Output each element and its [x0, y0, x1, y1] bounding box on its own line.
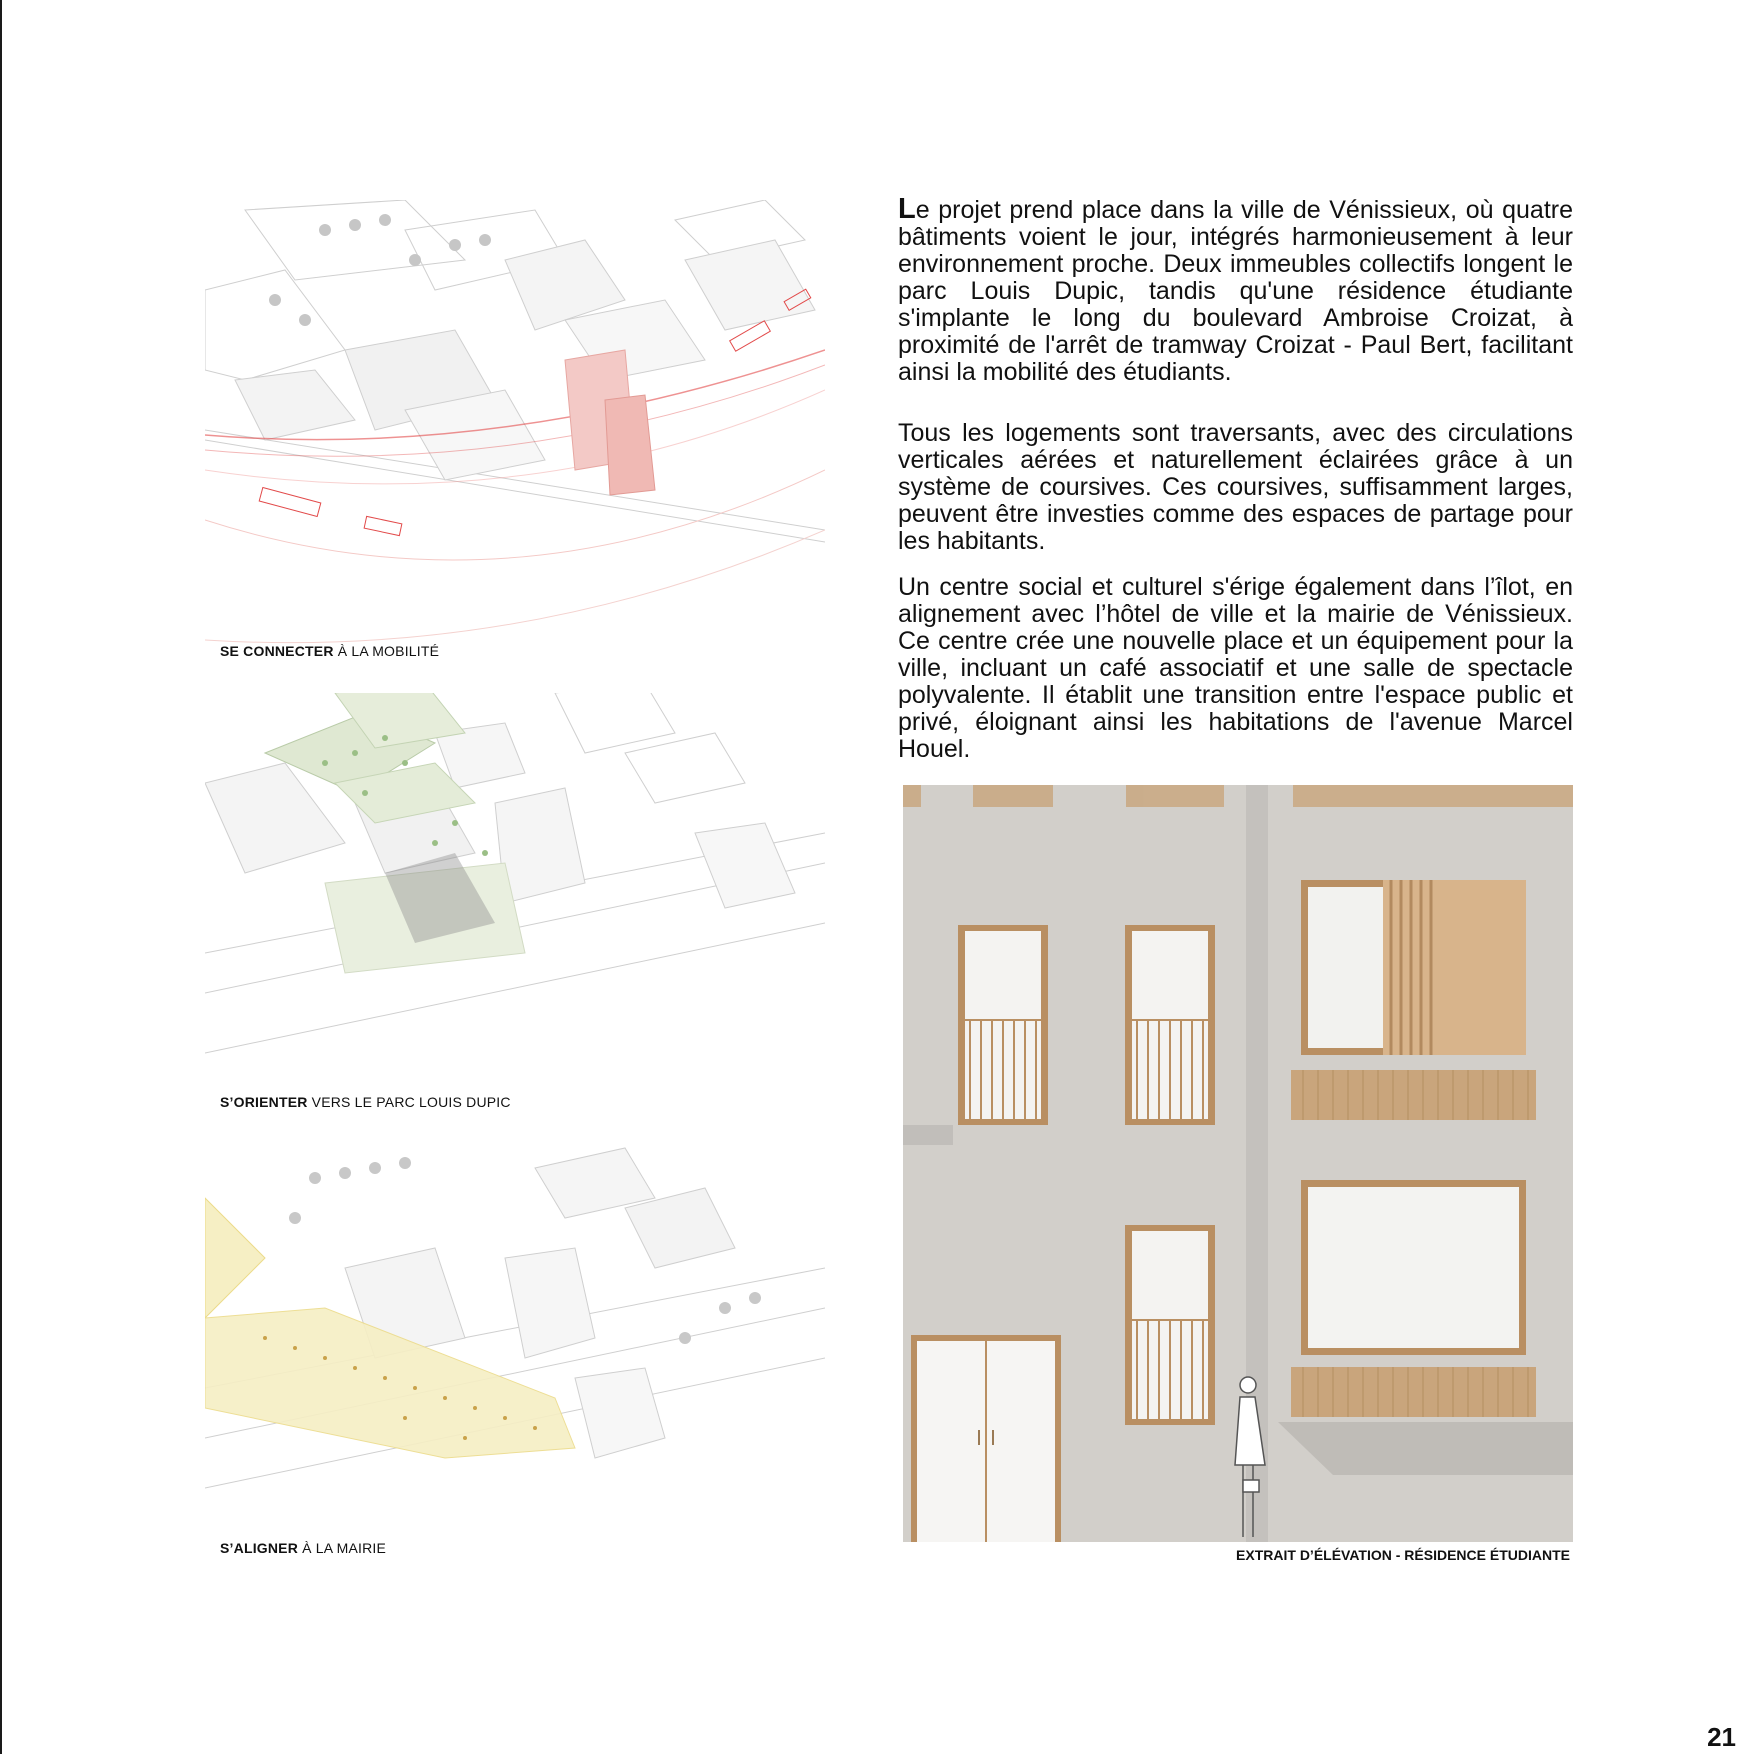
window-left-3	[1125, 1225, 1215, 1425]
window-left-1	[958, 925, 1048, 1125]
elevation-caption: EXTRAIT D’ÉLÉVATION - RÉSIDENCE ÉTUDIANTE	[1236, 1547, 1570, 1563]
facade-elevation-drawing	[903, 785, 1573, 1542]
paragraph-text: e projet prend place dans la ville de Vénissieux, où quatre bâtiments voient le jour, intégrés harmonieusement à leur environnement proche. Deux immeubles collectifs longent le parc Louis Dupic, tandis qu'une résidence étudiante s'implante le long du boulevard Ambroise Croizat, à proximité de l'arrêt de tramway Croizat - Paul Bert, facilitant ainsi la mobilité des étudiants.	[898, 196, 1573, 386]
diagram-caption-mobility: SE CONNECTER À LA MOBILITÉ	[220, 643, 440, 659]
entrance-door	[911, 1335, 1061, 1542]
wood-cladding-panel	[1291, 1070, 1536, 1120]
diagram-caption-park: S’ORIENTER VERS LE PARC LOUIS DUPIC	[220, 1094, 511, 1110]
axonometric-diagram-mobility	[205, 200, 825, 655]
page-number: 21	[1707, 1722, 1736, 1752]
axonometric-diagram-town-hall	[205, 1138, 825, 1593]
paragraph-housing	[898, 420, 1573, 555]
dropcap: L	[898, 193, 916, 225]
diagram-caption-town-hall: S’ALIGNER À LA MAIRIE	[220, 1540, 387, 1556]
page-border	[0, 0, 2, 1754]
window-right-bottom	[1301, 1180, 1526, 1355]
window-left-2	[1125, 925, 1215, 1125]
paragraph-text: Un centre social et culturel s'érige également dans l’îlot, en alignement avec l’hôtel de ville et la mairie de Vénissieux. Ce centre crée une nouvelle place et un équipement pour la ville, incluant un café associatif et une salle de spectacle polyvalente. Il établit une transition entre l'espace public et privé, éloignant ainsi les habitations de l'avenue Marcel Houel.	[898, 573, 1573, 763]
axonometric-diagram-park	[205, 693, 825, 1148]
paragraph-text: Tous les logements sont traversants, avec des circulations verticales aérées et naturellement éclairées grâce à un système de coursives. Ces coursives, suffisamment larges, peuvent être investies comme des espaces de partage pour les habitants.	[898, 419, 1573, 555]
window-right-top	[1301, 880, 1526, 1055]
paragraph-social-center	[898, 574, 1573, 763]
paragraph-project-intro	[898, 193, 1573, 386]
